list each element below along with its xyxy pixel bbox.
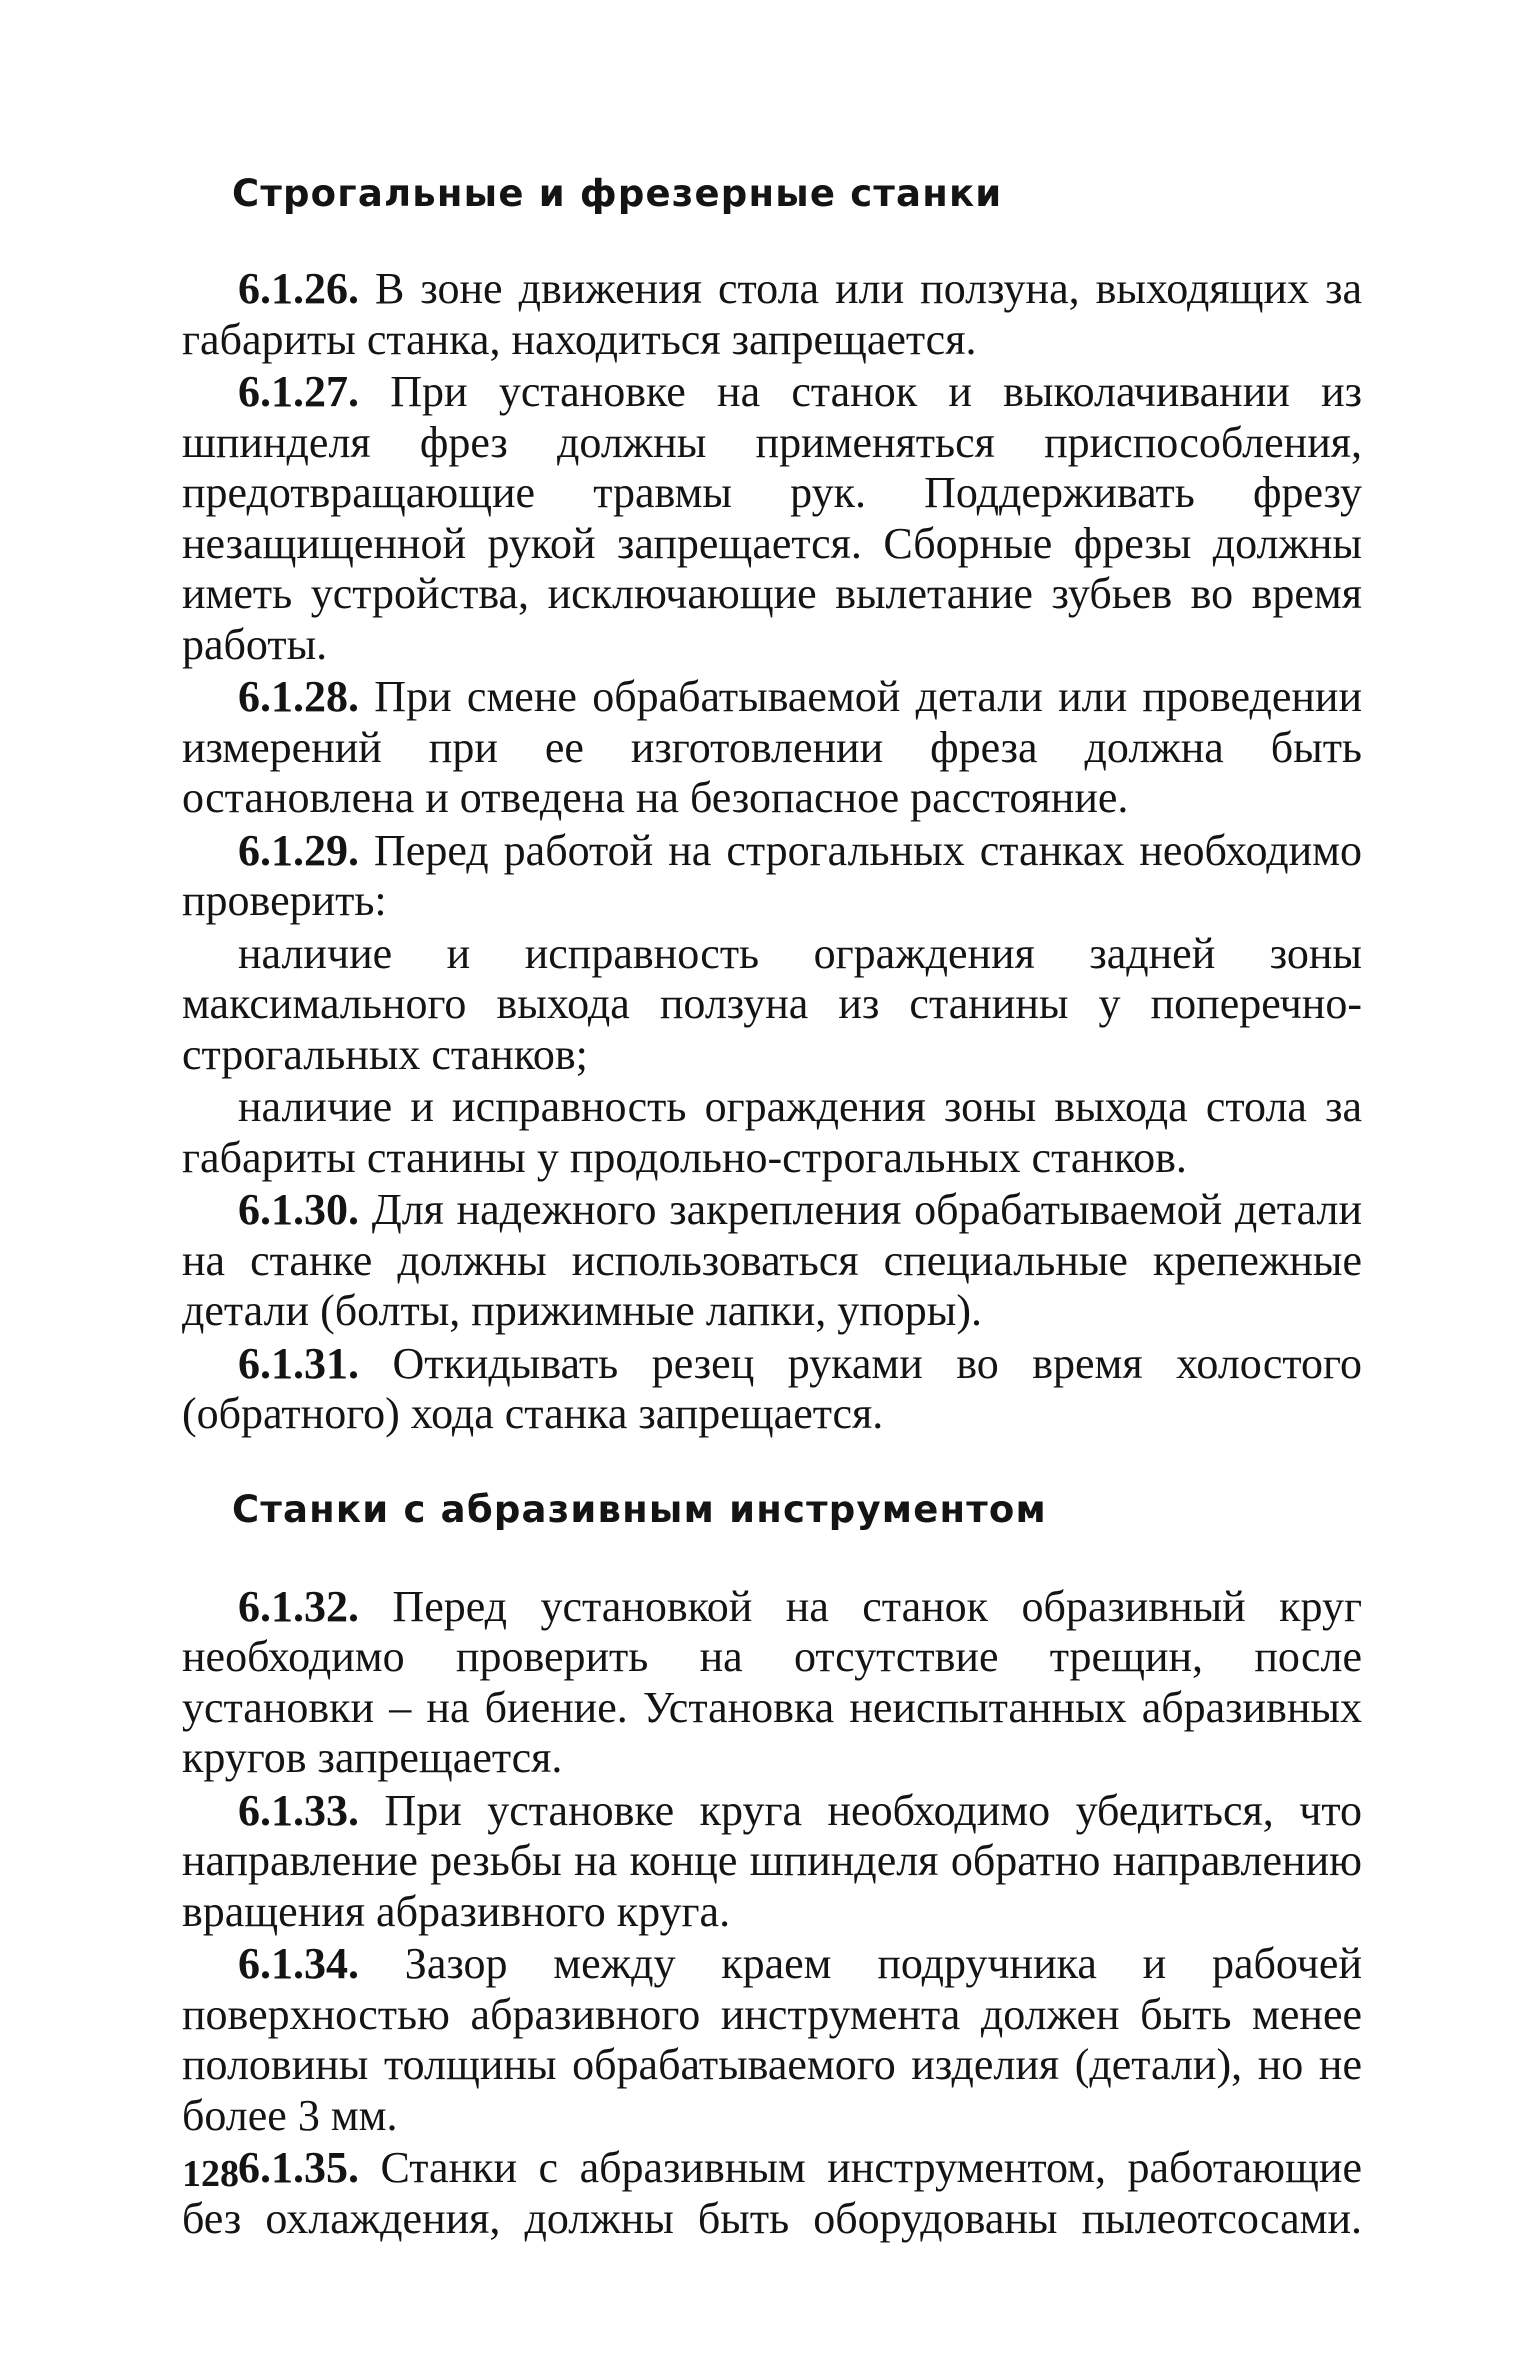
page-number: 128 <box>182 2153 239 2195</box>
clause-text: При установке круга необходимо убедиться, что направление резьбы на конце шпинделя обратно направлению вращения абразивного круга. <box>182 1785 1362 1936</box>
clause-text: Станки с абразивным инструментом, работающие без охлаждения, должны быть оборудованы пылеотсосами. <box>182 2143 1362 2243</box>
page-content <box>182 168 1362 2246</box>
clause-text: Зазор между краем подручника и рабочей поверхностью абразивного инструмента должен быть менее половины толщины обрабатываемого изделия (детали), но не более 3 мм. <box>182 1939 1362 2140</box>
clause-text: В зоне движения стола или ползуна, выходящих за габариты станка, находиться запрещается. <box>182 264 1362 364</box>
paragraph-6-1-26 <box>182 264 1362 365</box>
check-item-cross-planing: наличие и исправность ограждения задней зоны максимального выхода ползуна из станины у поперечно-строгальных станков; <box>182 928 1362 1079</box>
clause-number: 6.1.32. <box>238 1581 359 1631</box>
clause-number: 6.1.27. <box>238 367 359 416</box>
clause-number: 6.1.31. <box>238 1338 359 1388</box>
paragraph-6-1-35 <box>182 2143 1362 2244</box>
paragraph-6-1-27 <box>182 367 1362 670</box>
clause-text: Перед работой на строгальных станках необходимо проверить: <box>182 825 1362 925</box>
section-heading-abrasive: Станки с абразивным инструментом <box>232 1487 1047 1531</box>
clause-number: 6.1.29. <box>238 825 359 875</box>
paragraph-6-1-32 <box>182 1582 1362 1784</box>
clause-text: При установке на станок и выколачивании из шпинделя фрез должны применяться приспособления, предотвращающие травмы рук. Поддерживать фрезу незащищенной рукой запрещается. Сборные фрезы должны иметь устройства, исключающие вылетание зубьев во время работы. <box>182 367 1362 669</box>
clause-text: Откидывать резец руками во время холостого (обратного) хода станка запрещается. <box>182 1338 1362 1438</box>
clause-number: 6.1.34. <box>238 1939 359 1988</box>
paragraph-6-1-33 <box>182 1786 1362 1938</box>
paragraph-6-1-29 <box>182 826 1362 927</box>
paragraph-6-1-31 <box>182 1339 1362 1440</box>
paragraph-6-1-30 <box>182 1185 1362 1337</box>
clause-text: Перед установкой на станок образивный круг необходимо проверить на отсутствие трещин, после установки – на биение. Установка неиспытанных абразивных кругов запрещается. <box>182 1581 1362 1782</box>
clause-number: 6.1.26. <box>238 264 359 313</box>
section-heading-planing-milling: Строгальные и фрезерные станки <box>232 172 1003 215</box>
clause-number: 6.1.30. <box>238 1185 359 1234</box>
paragraph-6-1-28 <box>182 672 1362 824</box>
clause-text: Для надежного закрепления обрабатываемой детали на станке должны использоваться специальные крепежные детали (болты, прижимные лапки, упоры). <box>182 1185 1362 1335</box>
clause-text: При смене обрабатываемой детали или проведении измерений при ее изготовлении фреза должна быть остановлена и отведена на безопасное расстояние. <box>182 672 1362 822</box>
paragraph-6-1-34 <box>182 1939 1362 2141</box>
clause-number: 6.1.28. <box>238 672 359 721</box>
clause-number: 6.1.33. <box>238 1785 359 1835</box>
clause-number: 6.1.35. <box>238 2143 359 2192</box>
check-item-longitudinal-planing: наличие и исправность ограждения зоны выхода стола за габариты станины у продольно-строгальных станков. <box>182 1082 1362 1182</box>
